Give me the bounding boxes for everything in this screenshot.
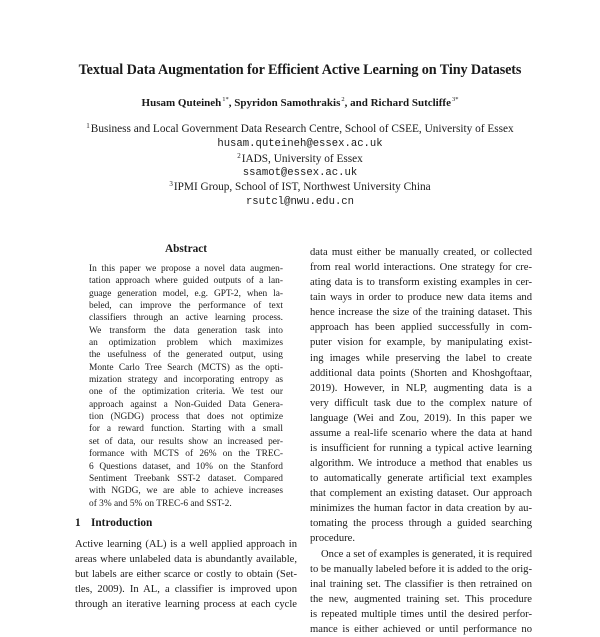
abstract-line: of 3% and 5% on TREC-6 and SST-2. [89,498,232,509]
email-3: rsutcl@nwu.edu.cn [245,196,355,208]
abstract-line: Sentiment Treebank SST-2 dataset. Compared [89,473,283,484]
body-line: Active learning (AL) is a well applied approach in [75,539,297,550]
body-line: the new, augmented training set. This procedure [310,593,532,605]
abstract-line: beled, can improve the performance of text [89,301,283,312]
abstract-line: tion (NGDG) process that does not optimize [89,412,283,423]
abstract-line: with NGDG, we are able to achieve increases [89,486,283,497]
abstract-line: the usefulness of the generated output, using [89,350,283,361]
abstract-line: tation approach where guided outputs of a lan- [89,276,283,287]
body-line: inal training set. The classifier is then retrained on [310,578,532,590]
body-line: that complement an existing dataset. Our approach [310,488,532,500]
author-name: Spyridon Samothrakis [234,97,341,109]
body-line: is insufficient for running a typical active learning [310,443,532,455]
body-line: data must either be manually created, or collected [310,247,532,258]
body-line: tomating the process through a guided searching [310,518,532,530]
affiliation-text: IADS, University of Essex [241,153,363,165]
affiliation-text: Business and Local Government Data Research Centre, School of CSEE, University of Essex [90,123,514,135]
author-affiliation-mark: 2 [341,96,345,103]
body-line: procedure. [310,533,355,545]
abstract-line: We transform the data generation task into [89,325,283,336]
body-line: but labels are either scarce or costly to obtain (Set- [75,569,297,581]
abstract-line: In this paper we propose a novel data augmen- [89,264,283,274]
right-column-body [310,245,532,637]
body-line: language (Wei and Zou, 2019). In this paper we [310,412,532,424]
abstract-line: 6 Questions dataset, and 10% on the Stanford [89,461,283,472]
affiliation-2 [0,152,600,165]
author-name: Husam Quteineh [141,97,222,109]
email-2: ssamot@essex.ac.uk [242,167,358,179]
body-line: 2019). However, in NLP, augmenting data is a [310,382,532,394]
abstract-line: set of data, our results show an increased per- [89,436,283,447]
body-line: additional data points (Shorten and Khoshgoftaar, [310,367,532,379]
affiliation-1 [0,122,600,135]
body-line: from real world interactions. One strategy for cre- [310,262,532,274]
author-name: and Richard Sutcliffe [350,97,451,109]
body-line: Once a set of examples is generated, it is required [321,548,532,560]
email-1: husam.quteineh@essex.ac.uk [217,138,383,150]
body-line: through an iterative learning process at each cycle [75,599,297,611]
section-heading [75,517,152,529]
affiliation-3 [0,180,600,193]
abstract-line: guage generation model, e.g. GPT-2, when la- [89,288,283,299]
body-line: to automatically generate artificial text examples [310,473,532,485]
body-line: ating data is to transform existing examples in cer- [310,277,532,289]
body-line: areas where unlabeled data is abundantly available, [75,554,297,566]
section-number: 1 [75,517,81,529]
abstract-line: one of the optimization criteria. We test our [89,387,283,398]
affiliation-mark: 2 [237,152,241,160]
body-line: very difficult task due to the complex nature of [310,397,532,409]
affiliation-mark: 1 [86,122,90,130]
body-line: approach has been applied successfully in com- [310,322,532,334]
affiliation-text: IPMI Group, School of IST, Northwest University China [173,181,431,193]
body-line: puter vision for example, by manipulating exist- [310,337,532,349]
abstract-line: Monte Carlo Tree Search (MCTS) as the opti- [89,362,283,373]
abstract-line: approach against a Non-Guided Data Genera- [89,399,283,410]
introduction-body [75,537,297,612]
body-line: minimizes the human factor in data creation by au- [310,503,532,515]
body-line: to be manually labeled before it is added to the orig- [310,563,532,575]
body-line: hence increase the size of the training dataset. This [310,307,532,319]
body-line: ing images while preserving the label to create [310,352,532,364]
body-line: tain ways in order to produce new data items and [310,292,532,304]
author-list: Husam Quteineh$^{1*}$, Spyridon Samothrakis$^2$, and Richard Sutcliffe$^{3*}$ [141,96,459,109]
abstract-line: for a reward function. Starting with a small [89,424,283,435]
body-line: is repeated multiple times until the desired perfor- [310,608,532,620]
abstract-line: formance with MCTS of 26% on the TREC- [89,449,283,460]
author-affiliation-mark: 1* [222,96,229,103]
body-line: assume a real-life scenario where the data at hand [310,427,532,439]
abstract-line: an optimization problem which maximizes [89,338,283,349]
abstract-line: mization strategy and incorporating entropy as [89,375,283,386]
affiliation-mark: 3 [169,180,173,188]
body-line: mance is either achieved or until performance no [310,623,532,635]
abstract-line: classifiers through an active learning process. [89,313,283,324]
abstract-body [89,263,283,510]
body-line: tles, 2009). In AL, a classifier is improved upon [75,584,297,596]
paper-title: Textual Data Augmentation for Efficient Active Learning on Tiny Datasets [78,62,522,78]
body-line: algorithm. We introduce a method that enables us [310,458,532,470]
abstract-heading: Abstract [164,243,208,255]
section-title: Introduction [91,517,153,529]
author-affiliation-mark: 3* [451,96,459,103]
